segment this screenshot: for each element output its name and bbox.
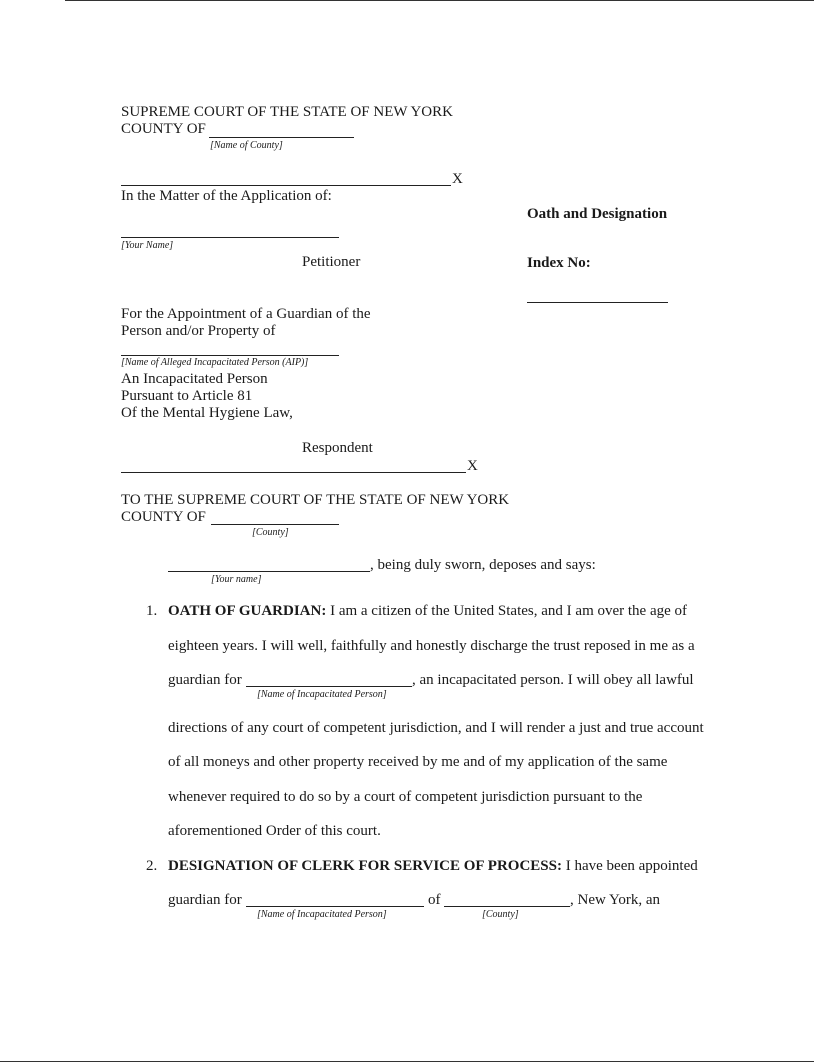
- section2-person-hint: [Name of Incapacitated Person]: [257, 909, 387, 920]
- section1-line2: eighteen years. I will well, faithfully and honestly discharge the trust reposed in me as a: [168, 638, 695, 654]
- section2-heading: DESIGNATION OF CLERK FOR SERVICE OF PROCESS:: [168, 858, 562, 874]
- county-blank[interactable]: [209, 137, 354, 138]
- sworn-text: , being duly sworn, deposes and says:: [370, 557, 596, 573]
- section2-line2-mid: of: [428, 892, 441, 908]
- section1-line3-post: , an incapacitated person. I will obey all lawful: [412, 672, 694, 688]
- section2-person-blank[interactable]: [246, 906, 424, 907]
- county-label: COUNTY OF: [121, 121, 206, 137]
- address-to-line: TO THE SUPREME COURT OF THE STATE OF NEW YORK: [121, 492, 510, 508]
- your-name-blank[interactable]: [121, 237, 339, 238]
- scan-edge-top: [65, 0, 814, 1]
- matter-label: In the Matter of the Application of:: [121, 188, 332, 204]
- section1-number: 1.: [146, 603, 158, 619]
- caption-rule-bottom: [121, 472, 466, 473]
- your-name-hint: [Your Name]: [121, 240, 174, 251]
- section1-line7: aforementioned Order of this court.: [168, 823, 381, 839]
- x-mark-bottom: X: [467, 458, 478, 474]
- document-title: Oath and Designation: [527, 206, 668, 222]
- appointment-line2: Person and/or Property of: [121, 323, 276, 339]
- section1-line3-pre: guardian for: [168, 672, 242, 688]
- address-county-hint: [County]: [252, 527, 289, 538]
- sworn-name-blank[interactable]: [168, 571, 370, 572]
- section1-line1: I am a citizen of the United States, and I am over the age of: [330, 603, 688, 619]
- section1-line6: whenever required to do so by a court of competent jurisdiction pursuant to the: [168, 789, 643, 805]
- section1-heading: OATH OF GUARDIAN:: [168, 603, 327, 619]
- incapacitated-line2: Pursuant to Article 81: [121, 388, 253, 404]
- incapacitated-line3: Of the Mental Hygiene Law,: [121, 405, 293, 421]
- section1-line5: of all moneys and other property received by me and of my application of the same: [168, 754, 668, 770]
- petitioner-label: Petitioner: [302, 254, 361, 270]
- scan-edge-bottom: [0, 1061, 814, 1062]
- section2-line2-pre: guardian for: [168, 892, 242, 908]
- index-number-blank[interactable]: [527, 302, 668, 303]
- section1-first-line: [168, 603, 687, 620]
- aip-hint: [Name of Alleged Incapacitated Person (AIP)]: [121, 357, 309, 368]
- caption-rule-top: [121, 185, 451, 186]
- aip-blank[interactable]: [121, 355, 339, 356]
- section2-county-blank[interactable]: [444, 906, 570, 907]
- section1-person-hint: [Name of Incapacitated Person]: [257, 689, 387, 700]
- section2-number: 2.: [146, 858, 158, 874]
- address-county-blank[interactable]: [211, 524, 339, 525]
- court-title: SUPREME COURT OF THE STATE OF NEW YORK: [121, 104, 453, 120]
- sworn-name-hint: [Your name]: [211, 574, 262, 585]
- section2-line2-post: , New York, an: [570, 892, 660, 908]
- respondent-label: Respondent: [302, 440, 373, 456]
- index-label: Index No:: [527, 255, 591, 271]
- address-county-label: COUNTY OF: [121, 509, 206, 525]
- section2-line1: I have been appointed: [565, 858, 698, 874]
- county-hint: [Name of County]: [210, 140, 283, 151]
- section2-county-hint: [County]: [482, 909, 519, 920]
- section1-person-blank[interactable]: [246, 686, 412, 687]
- x-mark-top: X: [452, 171, 463, 187]
- section2-first-line: [168, 858, 698, 875]
- appointment-line1: For the Appointment of a Guardian of the: [121, 306, 371, 322]
- section1-line4: directions of any court of competent jurisdiction, and I will render a just and true account: [168, 720, 704, 736]
- incapacitated-line1: An Incapacitated Person: [121, 371, 268, 387]
